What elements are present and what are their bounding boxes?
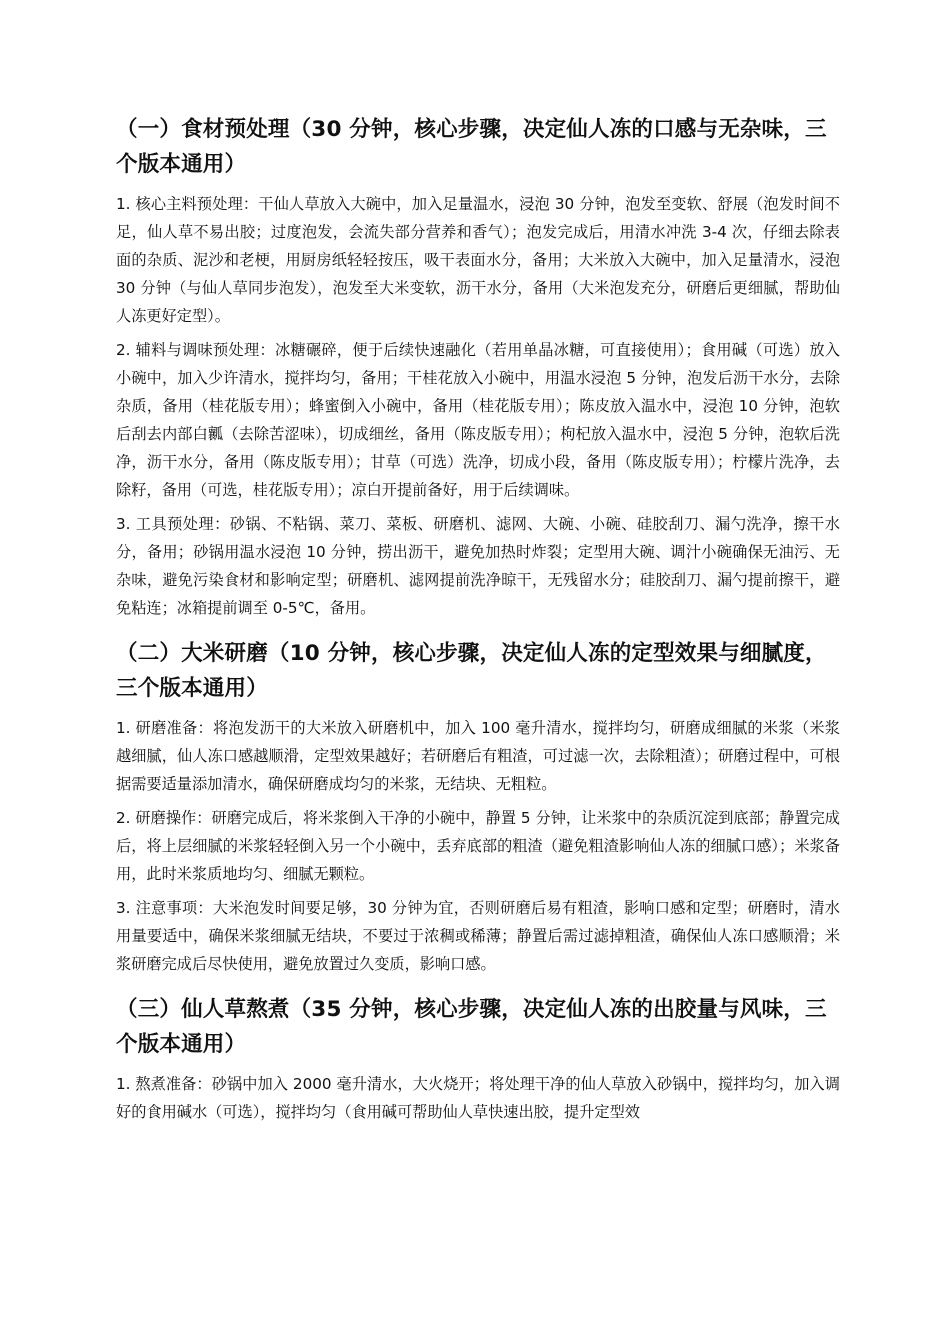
section-rice-grinding — [116, 636, 840, 978]
paragraph: 3. 注意事项：大米泡发时间要足够，30 分钟为宜，否则研磨后易有粗渣，影响口感和定型；研磨时，清水用量要适中，确保米浆细腻无结块，不要过于浓稠或稀薄；静置后需过滤掉粗渣，确保仙人冻口感顺滑；米浆研磨完成后尽快使用，避免放置过久变质，影响口感。 — [116, 899, 840, 973]
paragraph: 1. 熬煮准备：砂锅中加入 2000 毫升清水，大火烧开；将处理干净的仙人草放入砂锅中，搅拌均匀，加入调好的食用碱水（可选），搅拌均匀（食用碱可帮助仙人草快速出胶，提升定型效 — [116, 1075, 840, 1121]
paragraph: 3. 工具预处理：砂锅、不粘锅、菜刀、菜板、研磨机、滤网、大碗、小碗、硅胶刮刀、漏勺洗净，擦干水分，备用；砂锅用温水浸泡 10 分钟，捞出沥干，避免加热时炸裂；定型用大碗、调汁小碗确保无油污、无杂味，避免污染食材和影响定型；研磨机、滤网提前洗净晾干，无残留水分；硅胶刮刀、漏勺提前擦干，避免粘连；冰箱提前调至 0-5℃，备用。 — [116, 515, 840, 617]
section-heading: （三）仙人草熬煮（35 分钟，核心步骤，决定仙人冻的出胶量与风味，三个版本通用） — [116, 997, 827, 1057]
paragraph: 1. 研磨准备：将泡发沥干的大米放入研磨机中，加入 100 毫升清水，搅拌均匀，研磨成细腻的米浆（米浆越细腻，仙人冻口感越顺滑，定型效果越好；若研磨后有粗渣，可过滤一次，去除粗渣）；研磨过程中，可根据需要适量添加清水，确保研磨成均匀的米浆，无结块、无粗粒。 — [116, 719, 840, 793]
section-ingredient-prep — [116, 112, 840, 622]
section-herb-boiling — [116, 992, 840, 1126]
paragraph: 2. 辅料与调味预处理：冰糖碾碎，便于后续快速融化（若用单晶冰糖，可直接使用）；食用碱（可选）放入小碗中，加入少许清水，搅拌均匀，备用；干桂花放入小碗中，用温水浸泡 5 分钟，泡发后沥干水分，去除杂质，备用（桂花版专用）；蜂蜜倒入小碗中，备用（桂花版专用）；陈皮放入温水中，浸泡 10 分钟，泡软后刮去内部白瓤（去除苦涩味），切成细丝，备用（陈皮版专用）；枸杞放入温水中，浸泡 5 分钟，泡软后洗净，沥干水分，备用（陈皮版专用）；甘草（可选）洗净，切成小段，备用（陈皮版专用）；柠檬片洗净，去除籽，备用（可选，桂花版专用）；凉白开提前备好，用于后续调味。 — [116, 341, 840, 499]
paragraph: 1. 核心主料预处理：干仙人草放入大碗中，加入足量温水，浸泡 30 分钟，泡发至变软、舒展（泡发时间不足，仙人草不易出胶；过度泡发，会流失部分营养和香气）；泡发完成后，用清水冲洗 3-4 次，仔细去除表面的杂质、泥沙和老梗，用厨房纸轻轻按压，吸干表面水分，备用；大米放入大碗中，加入足量清水，浸泡 30 分钟（与仙人草同步泡发），泡发至大米变软，沥干水分，备用（大米泡发充分，研磨后更细腻，帮助仙人冻更好定型）。 — [116, 195, 840, 325]
section-heading: （一）食材预处理（30 分钟，核心步骤，决定仙人冻的口感与无杂味，三个版本通用） — [116, 117, 827, 177]
section-heading: （二）大米研磨（10 分钟，核心步骤，决定仙人冻的定型效果与细腻度，三个版本通用） — [116, 641, 827, 701]
paragraph: 2. 研磨操作：研磨完成后，将米浆倒入干净的小碗中，静置 5 分钟，让米浆中的杂质沉淀到底部；静置完成后，将上层细腻的米浆轻轻倒入另一个小碗中，丢弃底部的粗渣（避免粗渣影响仙人冻的细腻口感）；米浆备用，此时米浆质地均匀、细腻无颗粒。 — [116, 809, 840, 883]
